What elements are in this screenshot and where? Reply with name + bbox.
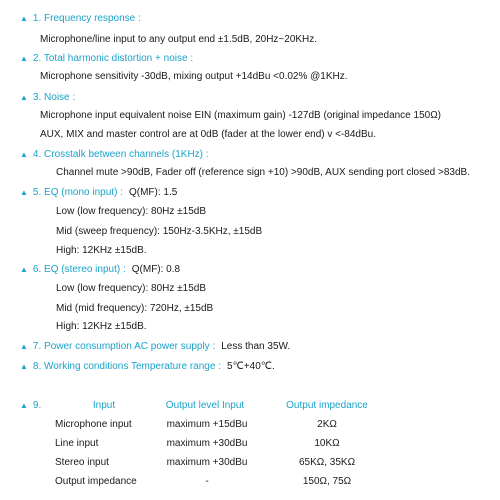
section-4-line-1: Channel mute >90dB, Fader off (reference sign +10) >90dB, AUX sending port closed >83dB. bbox=[56, 167, 470, 178]
triangle-icon: ▲ bbox=[20, 401, 28, 410]
table-cell: - bbox=[205, 476, 209, 487]
section-4-heading: ▲ 4. Crosstalk between channels (1KHz) : bbox=[20, 149, 209, 160]
triangle-icon: ▲ bbox=[20, 150, 28, 159]
triangle-icon: ▲ bbox=[20, 342, 28, 351]
table-header-input: Input bbox=[92, 400, 116, 411]
section-5-line-3: High: 12KHz ±15dB. bbox=[56, 245, 147, 256]
table-cell: maximum +30dBu bbox=[166, 438, 248, 449]
table-cell: Output impedance bbox=[55, 476, 137, 487]
section-3-heading: ▲ 3. Noise : bbox=[20, 92, 76, 103]
section-3-line-1: Microphone input equivalent noise EIN (maximum gain) -127dB (original impedance 150Ω) bbox=[40, 110, 442, 121]
section-1-heading: ▲ 1. Frequency response : bbox=[20, 13, 141, 24]
table-cell: maximum +15dBu bbox=[166, 419, 248, 430]
section-2-heading: ▲ 2. Total harmonic distortion + noise : bbox=[20, 53, 194, 64]
table-cell: 65KΩ, 35KΩ bbox=[298, 457, 356, 468]
triangle-icon: ▲ bbox=[20, 188, 28, 197]
section-8-value: 5℃+40℃. bbox=[227, 361, 275, 372]
triangle-icon: ▲ bbox=[20, 14, 28, 23]
table-cell: 10KΩ bbox=[314, 438, 340, 449]
table-cell: maximum +30dBu bbox=[166, 457, 248, 468]
table-cell: 2KΩ bbox=[317, 419, 337, 430]
triangle-icon: ▲ bbox=[20, 265, 28, 274]
section-6-value: Q(MF): 0.8 bbox=[131, 264, 181, 275]
section-5-line-2: Mid (sweep frequency): 150Hz-3.5KHz, ±15dB bbox=[56, 226, 263, 237]
section-3-line-2: AUX, MIX and master control are at 0dB (fader at the lower end) v <-84dBu. bbox=[40, 129, 377, 140]
table-cell: Line input bbox=[55, 438, 99, 449]
table-cell: 150Ω, 75Ω bbox=[302, 476, 352, 487]
table-cell: Microphone input bbox=[55, 419, 132, 430]
triangle-icon: ▲ bbox=[20, 93, 28, 102]
section-6-line-2: Mid (mid frequency): 720Hz, ±15dB bbox=[56, 303, 214, 314]
section-5-line-1: Low (low frequency): 80Hz ±15dB bbox=[56, 206, 207, 217]
section-8-heading: ▲ 8. Working conditions Temperature range : 5℃+40℃. bbox=[20, 361, 275, 372]
triangle-icon: ▲ bbox=[20, 54, 28, 63]
section-7-value: Less than 35W. bbox=[221, 341, 291, 352]
section-2-line-1: Microphone sensitivity -30dB, mixing output +14dBu <0.02% @1KHz. bbox=[40, 71, 348, 82]
section-5-value: Q(MF): 1.5 bbox=[128, 187, 178, 198]
section-5-heading: ▲ 5. EQ (mono input) : Q(MF): 1.5 bbox=[20, 187, 178, 198]
table-cell: Stereo input bbox=[55, 457, 109, 468]
section-7-heading: ▲ 7. Power consumption AC power supply : Less than 35W. bbox=[20, 341, 291, 352]
section-6-line-1: Low (low frequency): 80Hz ±15dB bbox=[56, 283, 207, 294]
section-6-line-3: High: 12KHz ±15dB. bbox=[56, 321, 147, 332]
table-header-output-impedance: Output impedance bbox=[286, 400, 368, 411]
triangle-icon: ▲ bbox=[20, 362, 28, 371]
table-header-output-level: Output level Input bbox=[165, 400, 245, 411]
section-9-heading: ▲ 9. bbox=[20, 400, 42, 411]
section-1-line-1: Microphone/line input to any output end ±1.5dB, 20Hz~20KHz. bbox=[40, 34, 318, 45]
section-6-heading: ▲ 6. EQ (stereo input) : Q(MF): 0.8 bbox=[20, 264, 181, 275]
